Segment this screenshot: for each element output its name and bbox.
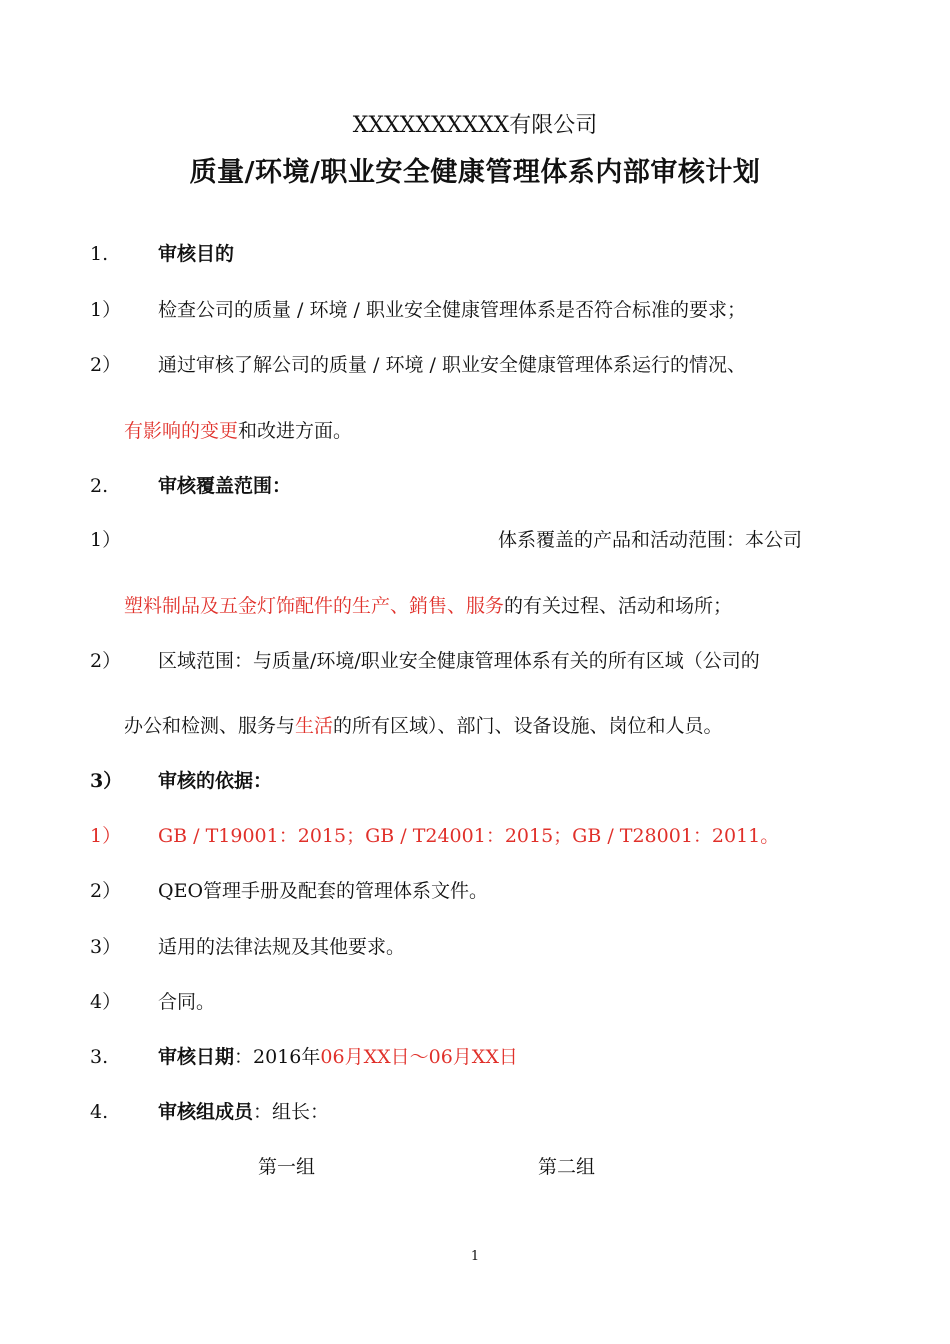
audit-team-leader: ：组长： [253,1101,330,1123]
audit-date [158,1043,518,1071]
s3-item3-text: 适用的法律法规及其他要求。 [158,936,406,958]
section-2-number: 2. [90,475,109,497]
highlight-text: 塑料制品及五金灯饰配件的生产、銷售、服务 [124,595,505,617]
s3-item1-number: 1） [90,825,122,847]
s2-item1-text: 体系覆盖的产品和活动范围：本公司 [498,529,803,551]
s1-item2-text: 通过审核了解公司的质量 / 环境 / 职业安全健康管理体系运行的情况、 [158,354,746,376]
plain-text: 的所有区域）、部门、设备设施、岗位和人员。 [333,715,723,737]
audit-date-label: 审核日期 [158,1046,235,1068]
document-title: 质量/环境/职业安全健康管理体系内部审核计划 [189,157,761,188]
company-name: XXXXXXXXXX有限公司 [352,113,598,138]
highlight-text: 有影响的变更 [124,420,239,442]
section-team-number: 4. [90,1101,109,1123]
section-1-number: 1. [90,243,109,265]
group-1-label: 第一组 [258,1156,316,1178]
s2-item2-text: 区域范围：与质量/环境/职业安全健康管理体系有关的所有区域（公司的 [158,650,760,672]
s1-item1-text: 检查公司的质量 / 环境 / 职业安全健康管理体系是否符合标准的要求； [158,299,746,321]
s3-item4-number: 4） [90,991,122,1013]
audit-date-colon: ： [234,1046,254,1068]
section-1-heading: 审核目的 [158,243,235,265]
page-number: 1 [470,1249,480,1264]
highlight-text: 生活 [295,715,334,737]
s3-item2-number: 2） [90,880,122,902]
section-3-heading: 审核的依据： [158,770,273,792]
s3-item4-text: 合同。 [158,991,216,1013]
audit-team [158,1098,329,1126]
s2-item2-continuation [124,712,723,740]
s1-item2-continuation [124,417,352,445]
s2-item1-number: 1） [90,529,122,551]
s2-item2-number: 2） [90,650,122,672]
s2-item1-continuation [124,592,732,620]
audit-date-year: 2016年 [253,1046,321,1068]
section-date-number: 3. [90,1046,109,1068]
s1-item2-number: 2） [90,354,122,376]
plain-text: 办公和检测、服务与 [124,715,296,737]
s1-item1-number: 1） [90,299,122,321]
plain-text: 的有关过程、活动和场所； [504,595,733,617]
plain-text: 和改进方面。 [238,420,353,442]
audit-date-range: 06月XX日～06月XX日 [320,1046,518,1068]
section-2-heading: 审核覆盖范围： [158,475,292,497]
s3-item3-number: 3） [90,936,122,958]
s3-item1-text: GB / T19001：2015；GB / T24001：2015；GB / T28001：2011。 [158,825,780,847]
section-3-number: 3） [90,770,123,792]
group-2-label: 第二组 [538,1156,596,1178]
s3-item2-text: QEO管理手册及配套的管理体系文件。 [158,880,489,902]
audit-team-label: 审核组成员 [158,1101,254,1123]
